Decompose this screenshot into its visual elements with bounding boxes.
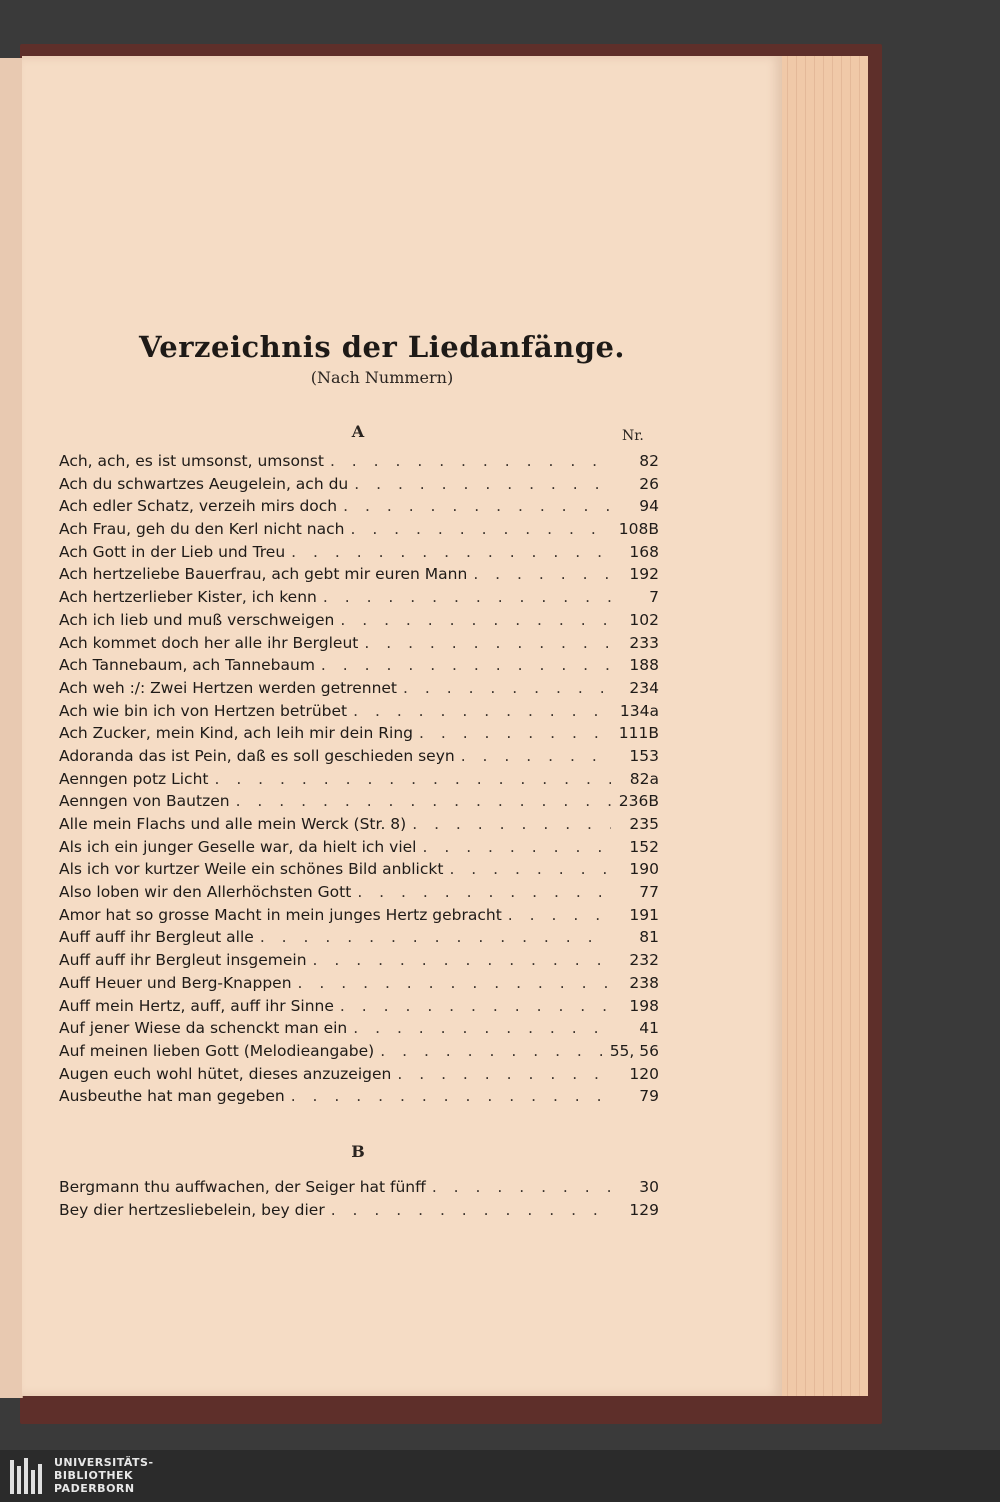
list-item: Ach kommet doch her alle ihr Bergleut . . . 233 [59, 634, 659, 657]
list-item: Ach edler Schatz, verzeih mirs doch . . . 94 [59, 497, 659, 520]
list-item: Ach Gott in der Lieb und Treu . . . 168 [59, 543, 659, 566]
list-item: Alle mein Flachs und alle mein Werck (Str. 8) . . . 235 [59, 815, 659, 838]
list-item: Ach Tannebaum, ach Tannebaum . . . 188 [59, 656, 659, 679]
list-item: Aenngen von Bautzen . . . 236B [59, 792, 659, 815]
list-item: Ach wie bin ich von Hertzen betrübet . . . 134a [59, 702, 659, 725]
book-page [22, 56, 782, 1396]
list-item: Ach hertzerlieber Kister, ich kenn . . . 7 [59, 588, 659, 611]
list-item: Bey dier hertzesliebelein, bey dier . . . 129 [59, 1201, 659, 1224]
list-item: Ach du schwartzes Aeugelein, ach du . . . 26 [59, 475, 659, 498]
logo-line: UNIVERSITÄTS- [54, 1456, 154, 1469]
entry-list-b [59, 1178, 659, 1223]
list-item: Auff auff ihr Bergleut insgemein . . . 232 [59, 951, 659, 974]
list-item: Ach Frau, geh du den Kerl nicht nach . . . 108B [59, 520, 659, 543]
library-logo-text [54, 1456, 154, 1495]
list-item: Auff mein Hertz, auff, auff ihr Sinne . . . 198 [59, 997, 659, 1020]
list-item: Auff Heuer und Berg-Knappen . . . 238 [59, 974, 659, 997]
library-logo-icon [8, 1456, 48, 1498]
list-item: Ausbeuthe hat man gegeben . . . 79 [59, 1087, 659, 1110]
list-item: Ach, ach, es ist umsonst, umsonst . . . 82 [59, 452, 659, 475]
list-item: Bergmann thu auffwachen, der Seiger hat fünff . . . 30 [59, 1178, 659, 1201]
section-letter-a: A [351, 422, 365, 441]
page-title: Verzeichnis der Liedanfänge. [138, 330, 626, 364]
logo-line: PADERBORN [54, 1482, 135, 1495]
list-item: Ach Zucker, mein Kind, ach leih mir dein Ring . . . 111B [59, 724, 659, 747]
left-page-edge [0, 58, 23, 1398]
list-item: Amor hat so grosse Macht in mein junges Hertz gebracht . . . 191 [59, 906, 659, 929]
number-column-header: Nr. [622, 428, 644, 444]
list-item: Ach ich lieb und muß verschweigen . . . 102 [59, 611, 659, 634]
list-item: Also loben wir den Allerhöchsten Gott . . . 77 [59, 883, 659, 906]
logo-line: BIBLIOTHEK [54, 1469, 134, 1482]
page-subtitle: (Nach Nummern) [310, 368, 454, 387]
list-item: Auf jener Wiese da schenckt man ein . . . 41 [59, 1019, 659, 1042]
section-letter-b: B [351, 1142, 365, 1161]
list-item: Ach weh :/: Zwei Hertzen werden getrennet . . . 234 [59, 679, 659, 702]
list-item: Adoranda das ist Pein, daß es soll geschieden seyn . . . 153 [59, 747, 659, 770]
list-item: Als ich ein junger Geselle war, da hielt ich viel . . . 152 [59, 838, 659, 861]
list-item: Auff auff ihr Bergleut alle . . . 81 [59, 928, 659, 951]
list-item: Auf meinen lieben Gott (Melodieangabe) . . . 55, 56 [59, 1042, 659, 1065]
list-item: Aenngen potz Licht . . . 82a [59, 770, 659, 793]
page-edges [770, 56, 868, 1396]
list-item: Ach hertzeliebe Bauerfrau, ach gebt mir euren Mann . . . 192 [59, 565, 659, 588]
list-item: Als ich vor kurtzer Weile ein schönes Bild anblickt . . . 190 [59, 860, 659, 883]
entry-list-a [59, 452, 659, 1110]
list-item: Augen euch wohl hütet, dieses anzuzeigen . . . 120 [59, 1065, 659, 1088]
